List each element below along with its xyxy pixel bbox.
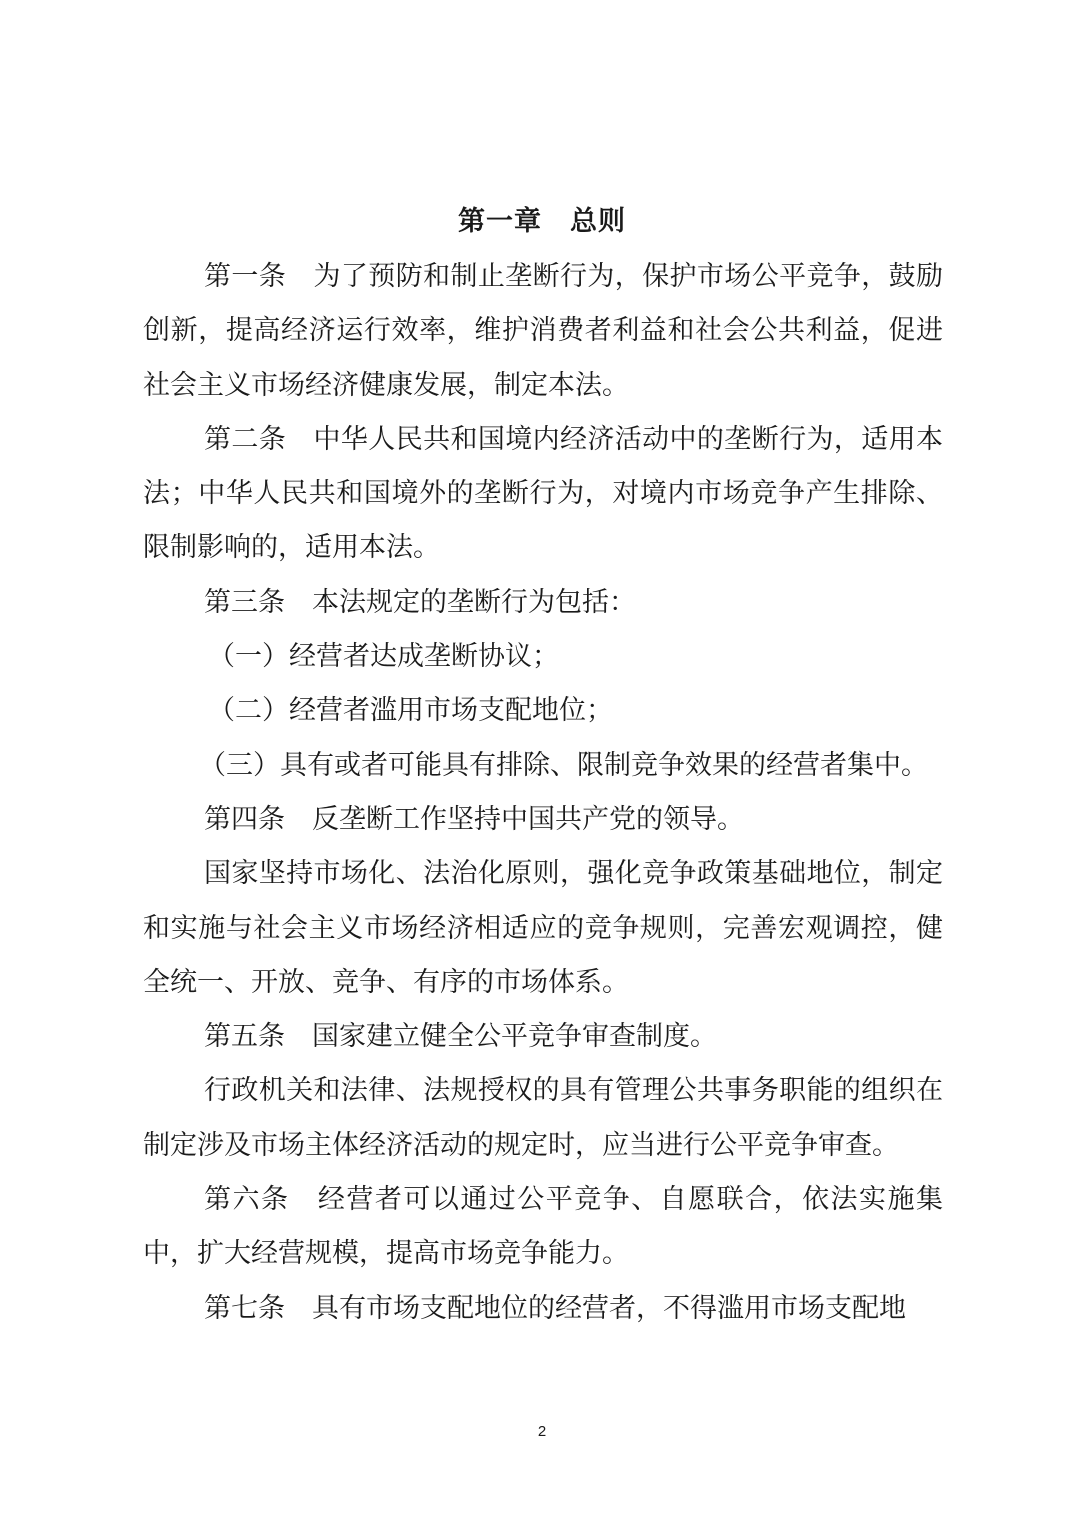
page-number: 2 bbox=[537, 1423, 547, 1440]
article-1-paragraph: 第一条 为了预防和制止垄断行为，保护市场公平竞争，鼓励创新，提高经济运行效率，维护消费者利益和社会公共利益，促进社会主义市场经济健康发展，制定本法。 bbox=[143, 261, 943, 401]
article-3-paragraph: 第三条 本法规定的垄断行为包括： bbox=[204, 586, 636, 618]
article-5-paragraph-2: 行政机关和法律、法规授权的具有管理公共事务职能的组织在制定涉及市场主体经济活动的规定时，应当进行公平竞争审查。 bbox=[143, 1075, 943, 1161]
article-4-paragraph-2: 国家坚持市场化、法治化原则，强化竞争政策基础地位，制定和实施与社会主义市场经济相适应的竞争规则，完善宏观调控，健全统一、开放、竞争、有序的市场体系。 bbox=[143, 858, 943, 998]
article-5-paragraph: 第五条 国家建立健全公平竞争审查制度。 bbox=[204, 1021, 717, 1053]
article-7-paragraph: 第七条 具有市场支配地位的经营者，不得滥用市场支配地 bbox=[204, 1292, 906, 1324]
article-3-item-3: （三）具有或者可能具有排除、限制竞争效果的经营者集中。 bbox=[199, 749, 928, 781]
article-2-paragraph: 第二条 中华人民共和国境内经济活动中的垄断行为，适用本法；中华人民共和国境外的垄断行为，对境内市场竞争产生排除、限制影响的，适用本法。 bbox=[143, 423, 943, 564]
article-4-paragraph: 第四条 反垄断工作坚持中国共产党的领导。 bbox=[204, 803, 744, 835]
chapter-title: 第一章 总则 bbox=[458, 206, 626, 237]
article-3-item-1: （一）经营者达成垄断协议； bbox=[208, 641, 559, 673]
article-3-item-2: （二）经营者滥用市场支配地位； bbox=[208, 695, 613, 727]
document-body bbox=[143, 250, 943, 1336]
article-6-paragraph: 第六条 经营者可以通过公平竞争、自愿联合，依法实施集中，扩大经营规模，提高市场竞争能力。 bbox=[143, 1184, 943, 1270]
